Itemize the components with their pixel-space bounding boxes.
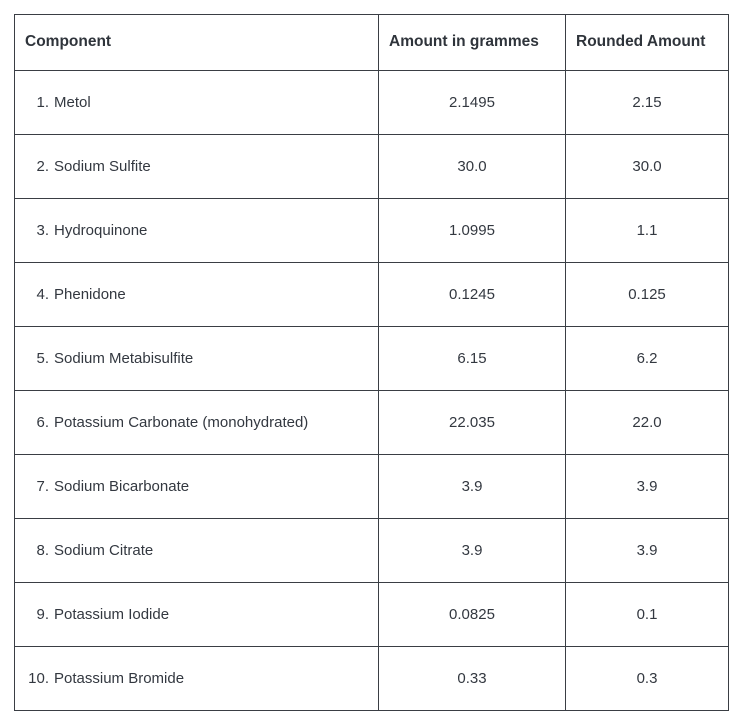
- table-header-row: [15, 15, 729, 71]
- row-number: 6.: [36, 413, 49, 431]
- rounded-cell: 0.1: [566, 583, 729, 647]
- component-cell: [15, 71, 379, 135]
- row-number: 5.: [36, 349, 49, 367]
- row-number: 8.: [36, 541, 49, 559]
- column-header-rounded: Rounded Amount: [566, 15, 729, 71]
- row-number: 10.: [28, 669, 49, 687]
- column-header-amount: Amount in grammes: [379, 15, 566, 71]
- amount-cell: 2.1495: [379, 71, 566, 135]
- amount-cell: 30.0: [379, 135, 566, 199]
- components-table: [14, 14, 729, 711]
- rounded-cell: 6.2: [566, 327, 729, 391]
- rounded-cell: 2.15: [566, 71, 729, 135]
- component-name: Potassium Bromide: [54, 669, 185, 687]
- component-name: Sodium Bicarbonate: [54, 477, 190, 495]
- component-name: Metol: [54, 93, 91, 111]
- component-name: Phenidone: [54, 285, 126, 303]
- component-name: Sodium Citrate: [54, 541, 154, 559]
- amount-cell: 3.9: [379, 519, 566, 583]
- component-cell: [15, 135, 379, 199]
- amount-cell: 0.1245: [379, 263, 566, 327]
- component-name: Potassium Iodide: [54, 605, 170, 623]
- amount-cell: 1.0995: [379, 199, 566, 263]
- table-row: [15, 455, 729, 519]
- table-row: [15, 199, 729, 263]
- rounded-cell: 0.3: [566, 647, 729, 711]
- table-row: [15, 327, 729, 391]
- rounded-cell: 0.125: [566, 263, 729, 327]
- component-cell: [15, 647, 379, 711]
- row-number: 2.: [36, 157, 49, 175]
- component-name: Hydroquinone: [54, 221, 148, 239]
- rounded-cell: 30.0: [566, 135, 729, 199]
- table-row: [15, 519, 729, 583]
- component-cell: [15, 327, 379, 391]
- component-name: Sodium Metabisulfite: [54, 349, 194, 367]
- amount-cell: 0.33: [379, 647, 566, 711]
- column-header-component: Component: [15, 15, 379, 71]
- component-cell: [15, 199, 379, 263]
- table-row: [15, 391, 729, 455]
- component-cell: [15, 583, 379, 647]
- component-cell: [15, 519, 379, 583]
- amount-cell: 3.9: [379, 455, 566, 519]
- row-number: 7.: [36, 477, 49, 495]
- component-cell: [15, 263, 379, 327]
- amount-cell: 0.0825: [379, 583, 566, 647]
- amount-cell: 22.035: [379, 391, 566, 455]
- component-cell: [15, 455, 379, 519]
- row-number: 3.: [36, 221, 49, 239]
- row-number: 9.: [36, 605, 49, 623]
- rounded-cell: 3.9: [566, 519, 729, 583]
- component-name: Potassium Carbonate (monohydrated): [54, 413, 309, 431]
- table-row: [15, 583, 729, 647]
- rounded-cell: 3.9: [566, 455, 729, 519]
- rounded-cell: 1.1: [566, 199, 729, 263]
- table-row: [15, 135, 729, 199]
- table-row: [15, 647, 729, 711]
- table-row: [15, 71, 729, 135]
- row-number: 1.: [36, 93, 49, 111]
- component-cell: [15, 391, 379, 455]
- amount-cell: 6.15: [379, 327, 566, 391]
- row-number: 4.: [36, 285, 49, 303]
- table-row: [15, 263, 729, 327]
- component-name: Sodium Sulfite: [54, 157, 151, 175]
- rounded-cell: 22.0: [566, 391, 729, 455]
- table-body: [15, 71, 729, 711]
